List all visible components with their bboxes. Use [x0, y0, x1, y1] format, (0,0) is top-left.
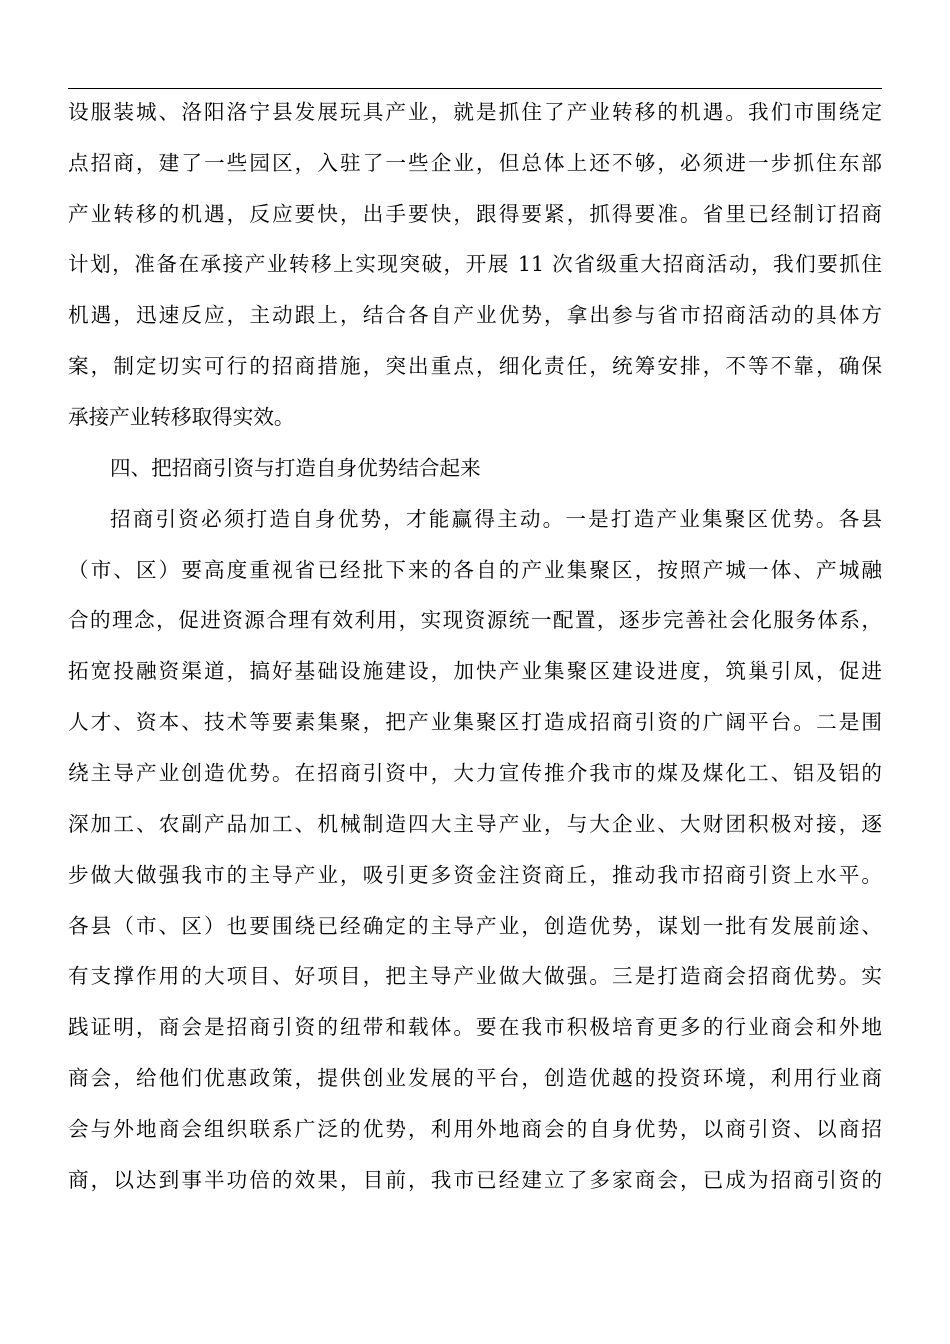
text-line: （市、区）要高度重视省已经批下来的各自的产业集聚区，按照产城一体、产城融 [68, 558, 882, 582]
text-line: 步做大做强我市的主导产业，吸引更多资金注资商丘，推动我市招商引资上水平。 [68, 863, 882, 887]
text-line: 商，以达到事半功倍的效果，目前，我市已经建立了多家商会，已成为招商引资的 [68, 1168, 882, 1192]
text-line: 各县（市、区）也要围绕已经确定的主导产业，创造优势，谋划一批有发展前途、 [68, 914, 882, 938]
header-rule [68, 88, 882, 89]
text-line: 人才、资本、技术等要素集聚，把产业集聚区打造成招商引资的广阔平台。二是围 [68, 710, 882, 734]
text-line: 绕主导产业创造优势。在招商引资中，大力宣传推介我市的煤及煤化工、铝及铝的 [68, 761, 882, 785]
text-line: 案，制定切实可行的招商措施，突出重点，细化责任，统筹安排，不等不靠，确保 [68, 354, 882, 378]
text-line: 机遇，迅速反应，主动跟上，结合各自产业优势，拿出参与省市招商活动的具体方 [68, 303, 882, 327]
text-line: 商会，给他们优惠政策，提供创业发展的平台，创造优越的投资环境，利用行业商 [68, 1066, 882, 1090]
text-line: 承接产业转移取得实效。 [68, 405, 295, 429]
text-line: 深加工、农副产品加工、机械制造四大主导产业，与大企业、大财团积极对接，逐 [68, 812, 882, 836]
text-line: 会与外地商会组织联系广泛的优势，利用外地商会的自身优势，以商引资、以商招 [68, 1117, 882, 1141]
text-line: 点招商，建了一些园区，入驻了一些企业，但总体上还不够，必须进一步抓住东部 [68, 151, 882, 175]
text-line: 产业转移的机遇，反应要快，出手要快，跟得要紧，抓得要准。省里已经制订招商 [68, 202, 882, 226]
text-line: 有支撑作用的大项目、好项目，把主导产业做大做强。三是打造商会招商优势。实 [68, 964, 882, 988]
text-line: 招商引资必须打造自身优势，才能赢得主动。一是打造产业集聚区优势。各县 [110, 507, 882, 531]
text-line: 设服装城、洛阳洛宁县发展玩具产业，就是抓住了产业转移的机遇。我们市围绕定 [68, 100, 882, 124]
section-heading: 四、把招商引资与打造自身优势结合起来 [110, 456, 481, 480]
text-line: 拓宽投融资渠道，搞好基础设施建设，加快产业集聚区建设进度，筑巢引凤，促进 [68, 659, 882, 683]
text-line: 合的理念，促进资源合理有效利用，实现资源统一配置，逐步完善社会化服务体系， [68, 608, 882, 632]
text-line: 计划，准备在承接产业转移上实现突破，开展 11 次省级重大招商活动，我们要抓住 [68, 252, 882, 276]
text-line: 践证明，商会是招商引资的纽带和载体。要在我市积极培育更多的行业商会和外地 [68, 1015, 882, 1039]
